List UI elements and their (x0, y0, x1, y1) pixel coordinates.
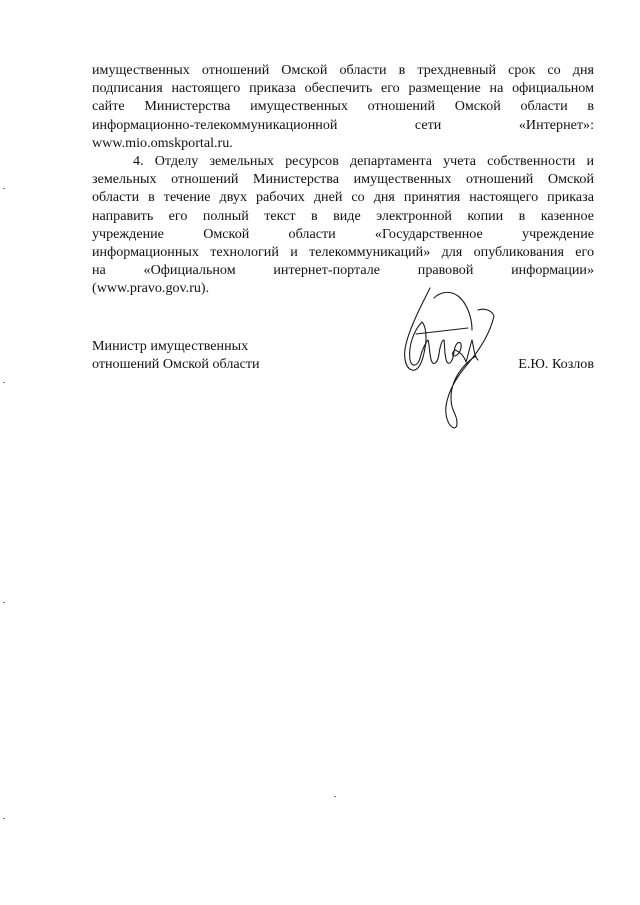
text-line: на «Официальном интернет-портале правовой информации» (92, 262, 594, 279)
signatory-position-line: Министр имущественных (92, 338, 249, 354)
text-line: направить его полный текст в виде электронной копии в казенное (92, 207, 594, 224)
document-body (92, 61, 594, 298)
paragraph-item-4 (92, 152, 594, 298)
handwritten-signature (392, 282, 502, 432)
text-line: (www.pravo.gov.ru). (92, 280, 210, 297)
scan-dot-mark (334, 796, 336, 797)
paragraph-continuation (92, 61, 594, 152)
text-line: сайте Министерства имущественных отношений Омской области в (92, 98, 594, 115)
text-line: информационно-телекоммуникационной сети «Интернет»: (92, 116, 594, 133)
scan-edge-mark (3, 818, 5, 819)
text-line: 4. Отделу земельных ресурсов департамента учета собственности и (133, 153, 594, 170)
signatory-position-line: отношений Омской области (92, 356, 260, 372)
scan-edge-mark (3, 602, 5, 603)
signatory-name: Е.Ю. Козлов (518, 356, 594, 372)
scan-edge-mark (3, 382, 5, 383)
scan-edge-mark (3, 188, 5, 189)
text-line: учреждение Омской области «Государственное учреждение (92, 225, 594, 242)
text-line: имущественных отношений Омской области в трехдневный срок со дня (92, 62, 594, 78)
text-line: www.mio.omskportal.ru. (92, 134, 233, 151)
text-line: области в течение двух рабочих дней со дня принятия настоящего приказа (92, 189, 594, 206)
text-line: подписания настоящего приказа обеспечить его размещение на официальном (92, 80, 594, 97)
text-line: земельных отношений Министерства имущественных отношений Омской (92, 171, 594, 188)
signatory-position (92, 337, 260, 373)
text-line: информационных технологий и телекоммуникаций» для опубликования его (92, 244, 594, 261)
